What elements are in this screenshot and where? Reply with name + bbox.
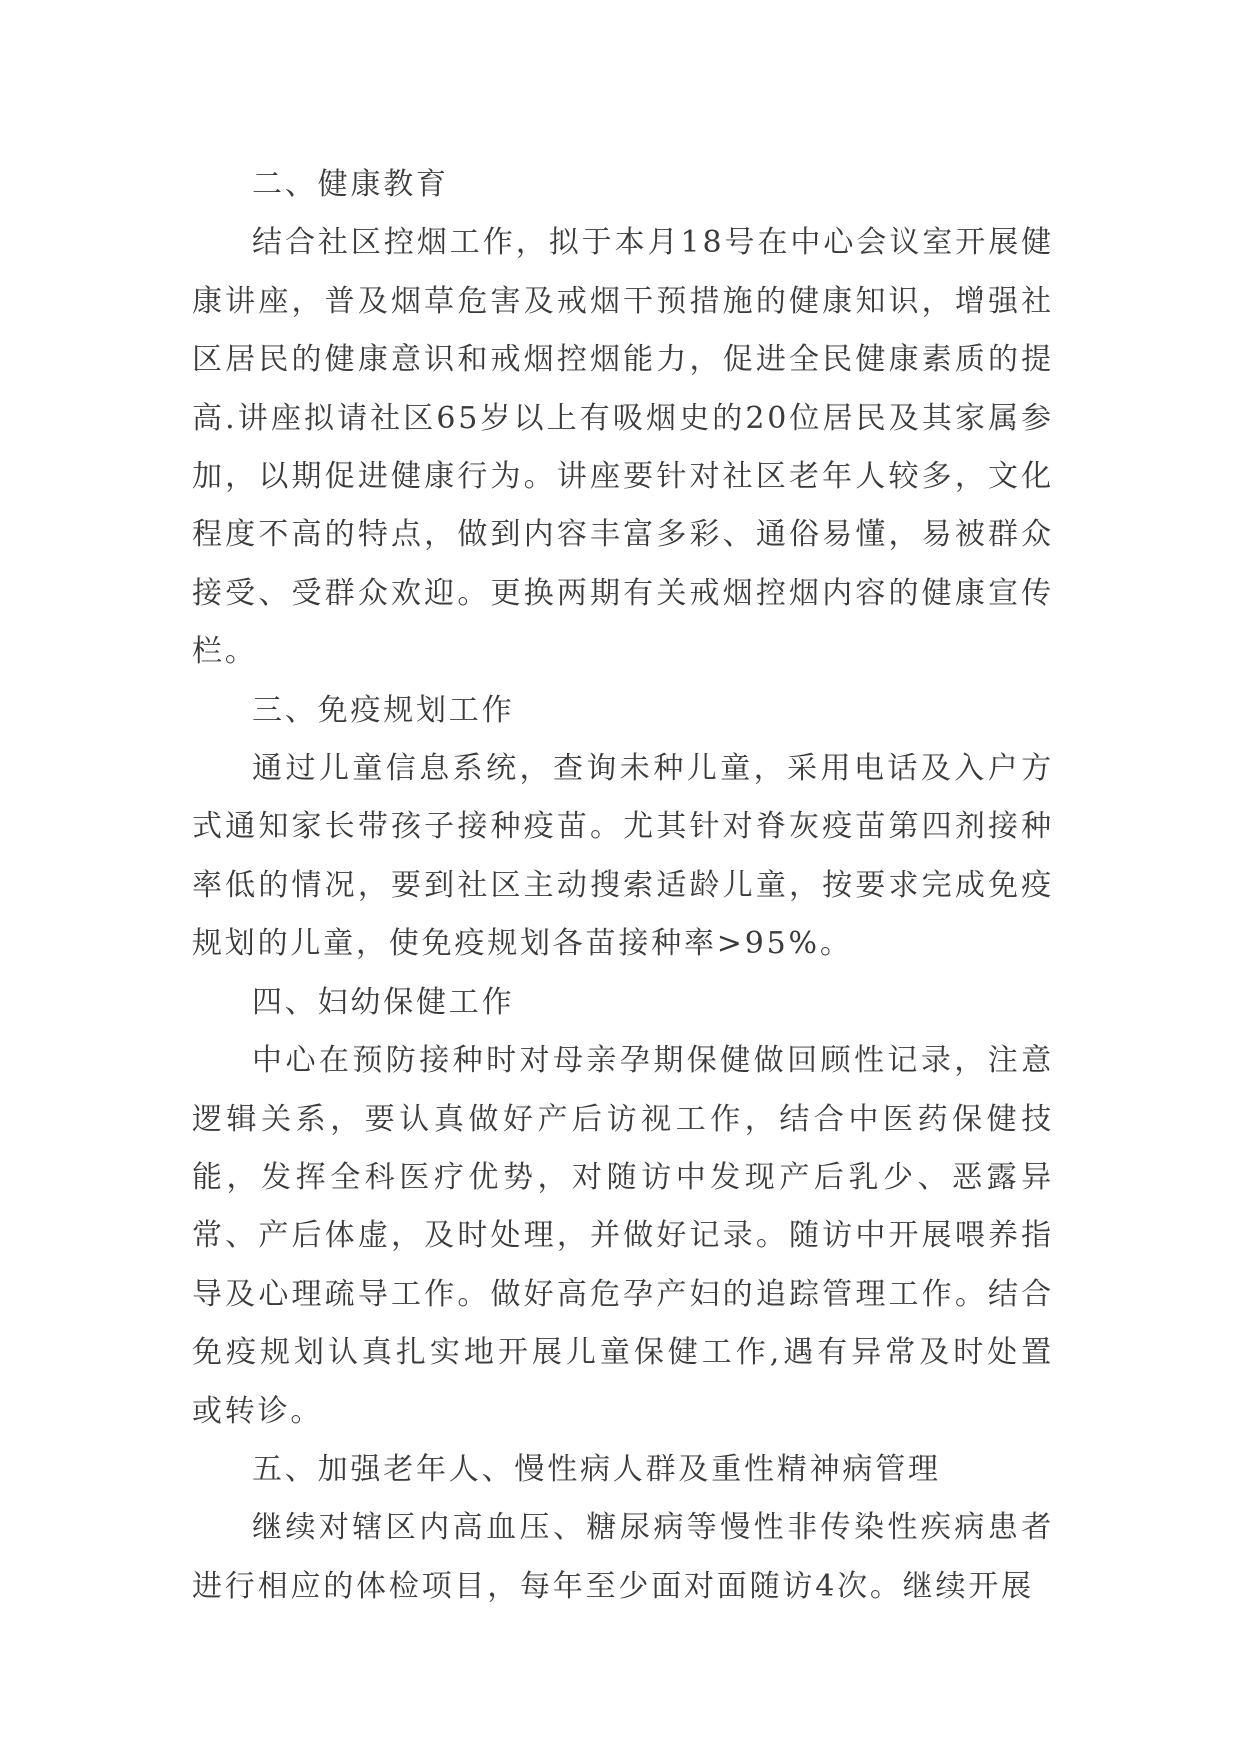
section-heading-elderly-chronic-mental: 五、加强老年人、慢性病人群及重性精神病管理 (252, 1451, 941, 1487)
paragraph-immunization: 通过儿童信息系统，查询未种儿童，采用电话及入户方式通知家长带孩子接种疫苗。尤其针对脊灰疫苗第四剂接种率低的情况，要到社区主动搜索适龄儿童，按要求完成免疫规划的儿童，使免疫规划各苗接种率>95%。 (192, 751, 1054, 962)
document-body (192, 156, 1054, 1616)
paragraph-health-education: 结合社区控烟工作，拟于本月18号在中心会议室开展健康讲座，普及烟草危害及戒烟干预措施的健康知识，增强社区居民的健康意识和戒烟控烟能力，促进全民健康素质的提高.讲座拟请社区65岁以上有吸烟史的20位居民及其家属参加，以期促进健康行为。讲座要针对社区老年人较多，文化程度不高的特点，做到内容丰富多彩、通俗易懂，易被群众接受、受群众欢迎。更换两期有关戒烟控烟内容的健康宣传栏。 (192, 225, 1054, 670)
section-heading-health-education: 二、健康教育 (252, 167, 449, 202)
paragraph-maternal-child-health: 中心在预防接种时对母亲孕期保健做回顾性记录，注意逻辑关系，要认真做好产后访视工作，结合中医药保健技能，发挥全科医疗优势，对随访中发现产后乳少、恶露异常、产后体虚，及时处理，并做好记录。随访中开展喂养指导及心理疏导工作。做好高危孕产妇的追踪管理工作。结合免疫规划认真扎实地开展儿童保健工作,遇有异常及时处置或转诊。 (192, 1043, 1054, 1429)
section-heading-immunization: 三、免疫规划工作 (252, 692, 515, 728)
section-heading-maternal-child-health: 四、妇幼保健工作 (252, 984, 515, 1020)
paragraph-elderly-chronic-mental: 继续对辖区内高血压、糖尿病等慢性非传染性疾病患者进行相应的体检项目，每年至少面对面随访4次。继续开展 (192, 1510, 1054, 1604)
